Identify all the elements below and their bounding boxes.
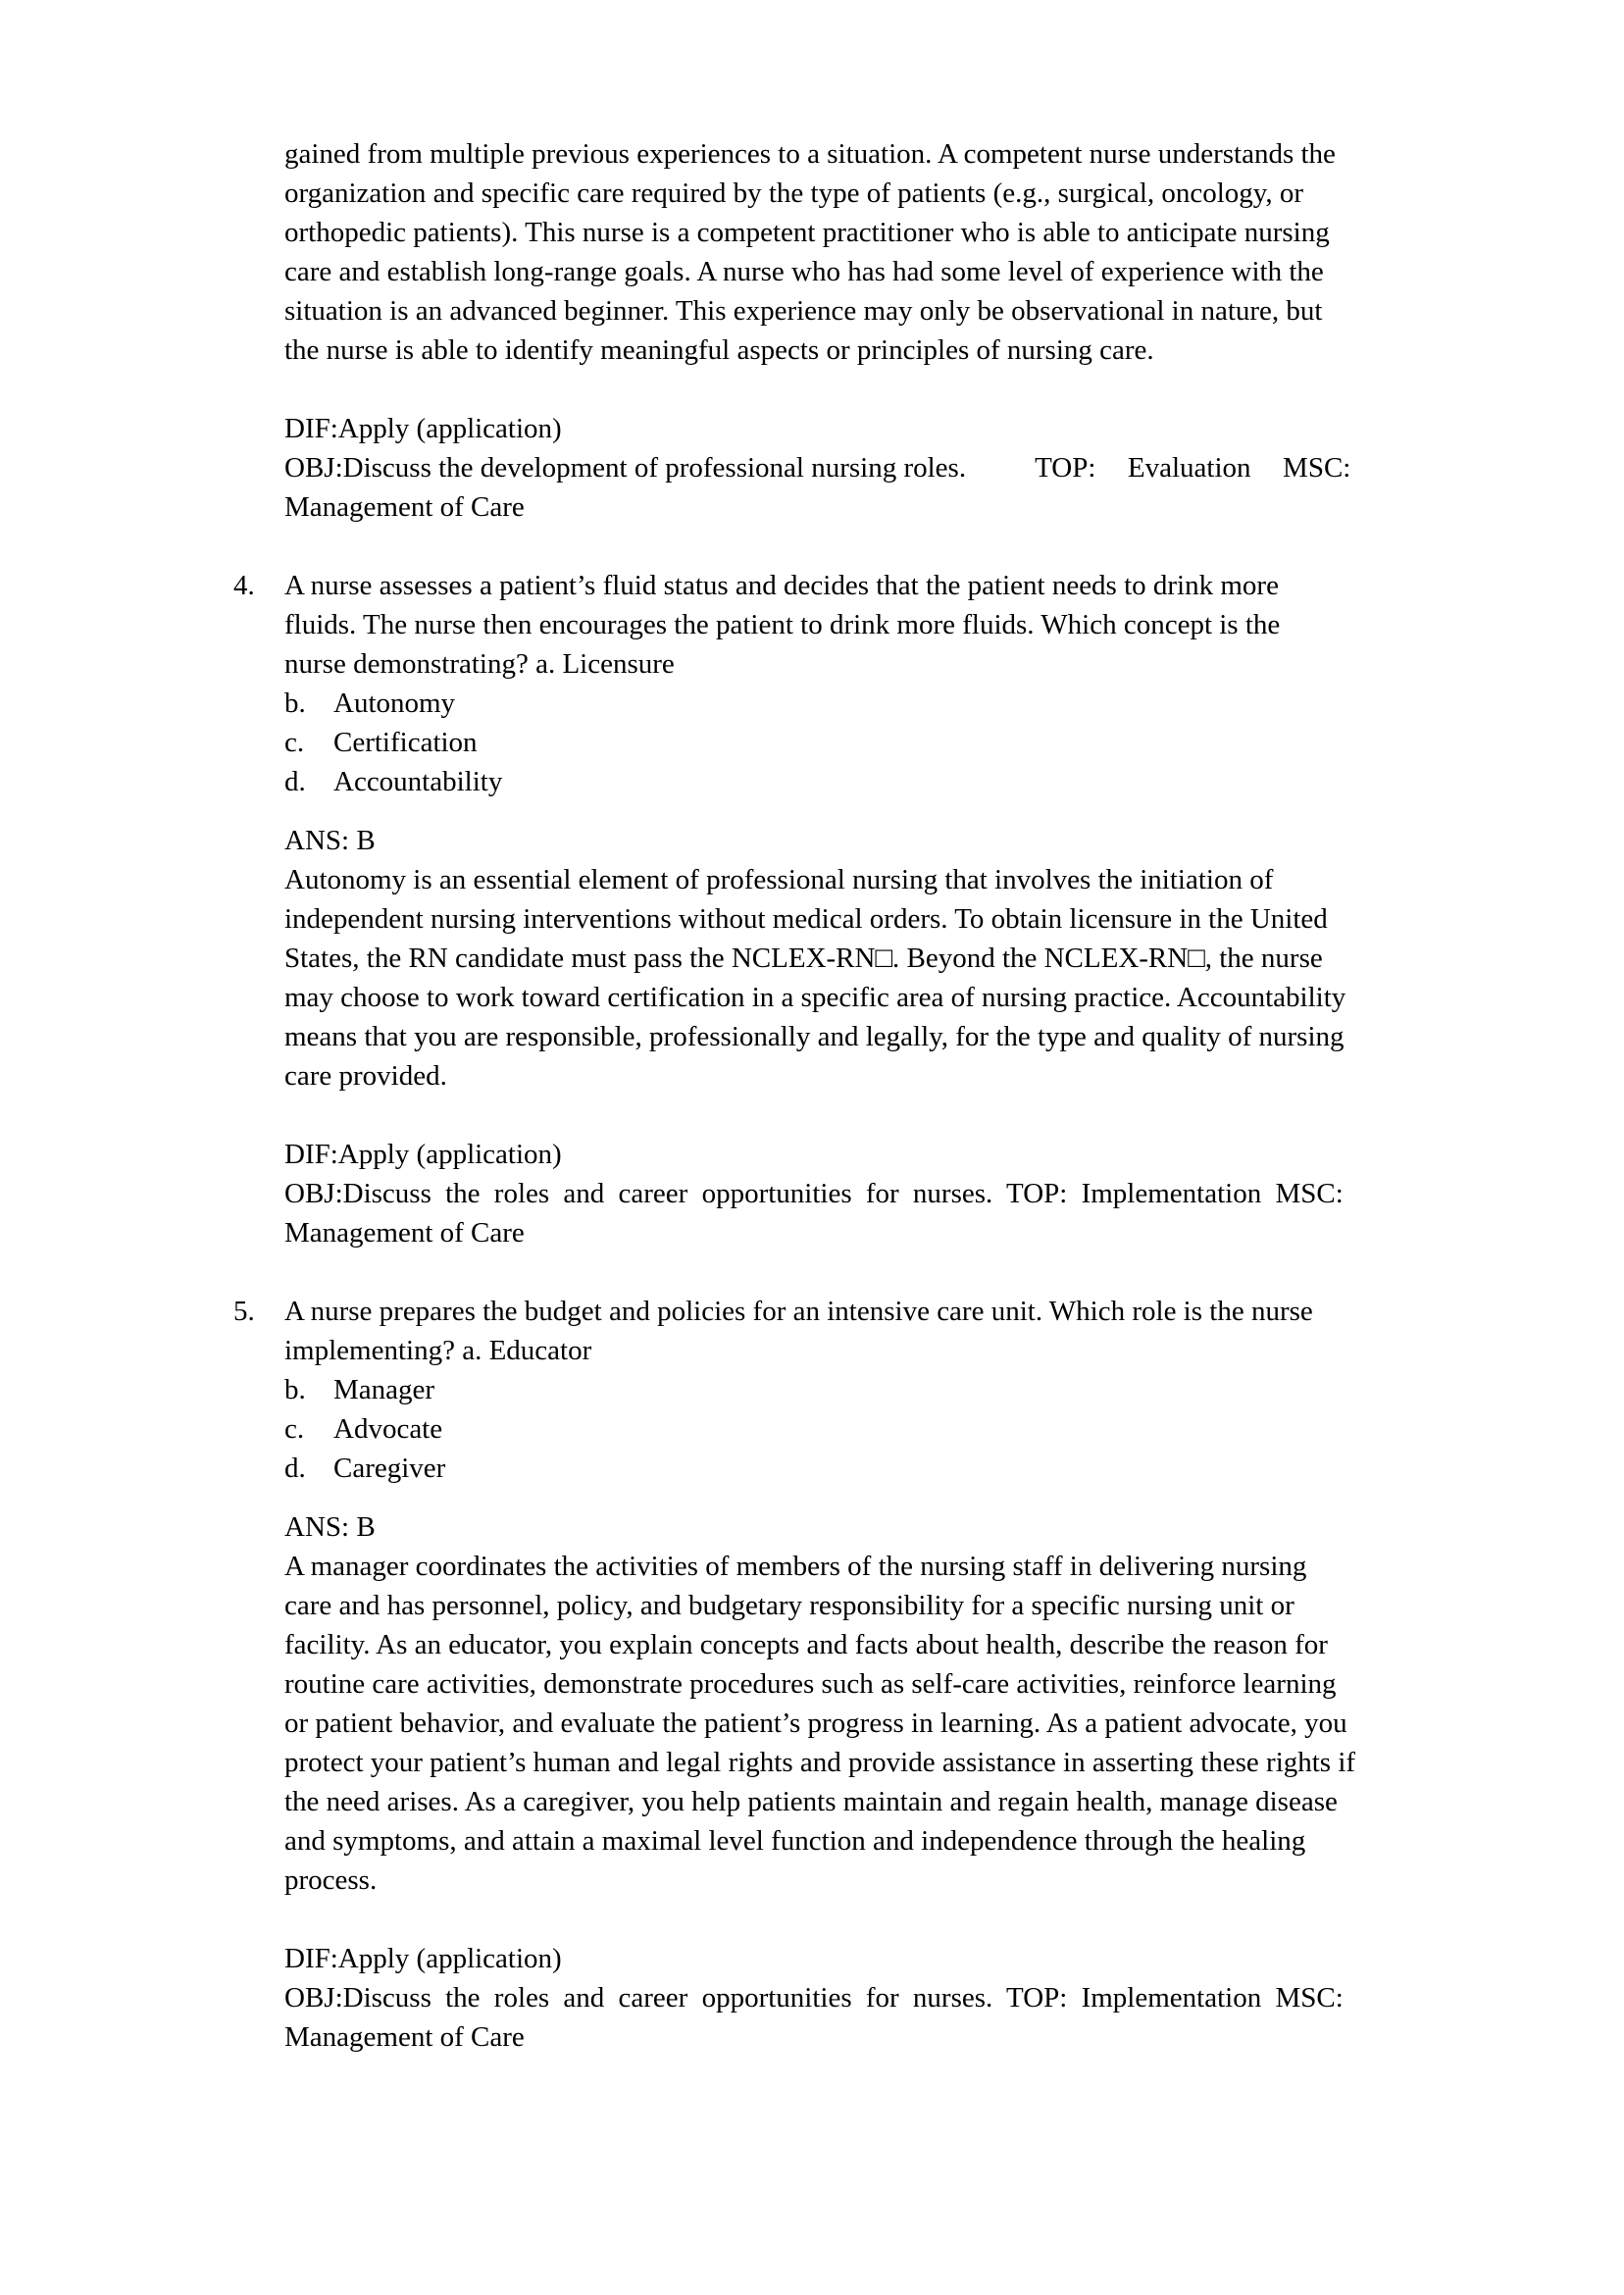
dif-line: DIF:Apply (application) [284, 1943, 562, 1974]
question-4-options [284, 684, 1510, 801]
text-line: nurse demonstrating? a. Licensure [284, 648, 675, 680]
text-line: A nurse prepares the budget and policies for an intensive care unit. Which role is the nurse [284, 1296, 1313, 1327]
text-line: gained from multiple previous experiences to a situation. A competent nurse understands the [284, 138, 1336, 170]
text-line: care and establish long-range goals. A nurse who has had some level of experience with the [284, 256, 1324, 287]
text-line: protect your patient’s human and legal rights and provide assistance in asserting these rights if [284, 1747, 1356, 1778]
option-label: Advocate [333, 1413, 443, 1445]
question-4-number: 4. [233, 570, 255, 601]
intro-paragraph [284, 134, 1510, 370]
text-line: or patient behavior, and evaluate the patient’s progress in learning. As a patient advocate, you [284, 1708, 1347, 1739]
text-line: Autonomy is an essential element of professional nursing that involves the initiation of [284, 864, 1274, 895]
text-line: and symptoms, and attain a maximal level function and independence through the healing [284, 1825, 1306, 1857]
text-line: A manager coordinates the activities of members of the nursing staff in delivering nursing [284, 1551, 1307, 1582]
obj-line: OBJ:Discuss the roles and career opportunities for nurses. TOP: Implementation MSC: [284, 1178, 1344, 1209]
question-4-rationale [284, 860, 1510, 1096]
meta-block-3 [284, 1939, 1510, 2057]
option-row [284, 684, 1510, 723]
option-row [284, 1409, 1510, 1449]
option-label: Accountability [333, 766, 503, 797]
text-line: independent nursing interventions without medical orders. To obtain licensure in the United [284, 903, 1328, 935]
text-line: organization and specific care required by the type of patients (e.g., surgical, oncology, or [284, 178, 1304, 209]
obj-line [284, 448, 1510, 487]
option-letter: d. [284, 1453, 306, 1484]
question-5 [233, 1292, 1510, 2057]
option-letter: b. [284, 688, 306, 719]
text-line: implementing? a. Educator [284, 1335, 592, 1366]
answer-line: ANS: B [284, 1511, 376, 1543]
text-line: orthopedic patients). This nurse is a competent practitioner who is able to anticipate nursing [284, 217, 1330, 248]
option-row [284, 762, 1510, 801]
text-line: fluids. The nurse then encourages the patient to drink more fluids. Which concept is the [284, 609, 1281, 640]
text-line: situation is an advanced beginner. This experience may only be observational in nature, but [284, 295, 1323, 327]
option-label: Manager [333, 1374, 435, 1405]
obj-text: OBJ:Discuss the development of professional nursing roles. [284, 452, 967, 484]
option-row [284, 1370, 1510, 1409]
answer-line: ANS: B [284, 825, 376, 856]
option-label: Certification [333, 727, 478, 758]
text-line: care provided. [284, 1060, 447, 1092]
text-line: the need arises. As a caregiver, you help patients maintain and regain health, manage disease [284, 1786, 1338, 1817]
option-letter: b. [284, 1374, 306, 1405]
question-5-number: 5. [233, 1296, 255, 1327]
option-label: Autonomy [333, 688, 456, 719]
text-line: facility. As an educator, you explain concepts and facts about health, describe the reason for [284, 1629, 1328, 1660]
option-row [284, 1449, 1510, 1488]
text-line: care and has personnel, policy, and budgetary responsibility for a specific nursing unit or [284, 1590, 1294, 1621]
question-5-stem [284, 1292, 1510, 1370]
meta-block-2 [284, 1135, 1510, 1252]
option-row [284, 723, 1510, 762]
text-line: States, the RN candidate must pass the NCLEX-RN□. Beyond the NCLEX-RN□, the nurse [284, 943, 1323, 974]
question-4-stem [284, 566, 1510, 684]
dif-line: DIF:Apply (application) [284, 1139, 562, 1170]
obj-line: OBJ:Discuss the roles and career opportunities for nurses. TOP: Implementation MSC: [284, 1982, 1344, 2014]
top-msc-text: TOP: Evaluation MSC: [1035, 452, 1351, 484]
msc-continuation-line: Management of Care [284, 2021, 525, 2053]
msc-continuation-line: Management of Care [284, 491, 525, 523]
text-line: routine care activities, demonstrate procedures such as self-care activities, reinforce learning [284, 1668, 1337, 1700]
text-line: means that you are responsible, professionally and legally, for the type and quality of nursing [284, 1021, 1345, 1052]
question-4 [233, 566, 1510, 1252]
text-line: process. [284, 1864, 378, 1896]
text-line: may choose to work toward certification in a specific area of nursing practice. Accountability [284, 982, 1346, 1013]
meta-block-1 [284, 409, 1510, 527]
dif-line: DIF:Apply (application) [284, 413, 562, 444]
question-5-rationale [284, 1547, 1510, 1900]
option-letter: c. [284, 1413, 305, 1445]
text-line: A nurse assesses a patient’s fluid status and decides that the patient needs to drink more [284, 570, 1279, 601]
msc-continuation-line: Management of Care [284, 1217, 525, 1249]
text-line: the nurse is able to identify meaningful aspects or principles of nursing care. [284, 334, 1154, 366]
option-letter: d. [284, 766, 306, 797]
option-letter: c. [284, 727, 305, 758]
option-label: Caregiver [333, 1453, 446, 1484]
question-5-options [284, 1370, 1510, 1488]
